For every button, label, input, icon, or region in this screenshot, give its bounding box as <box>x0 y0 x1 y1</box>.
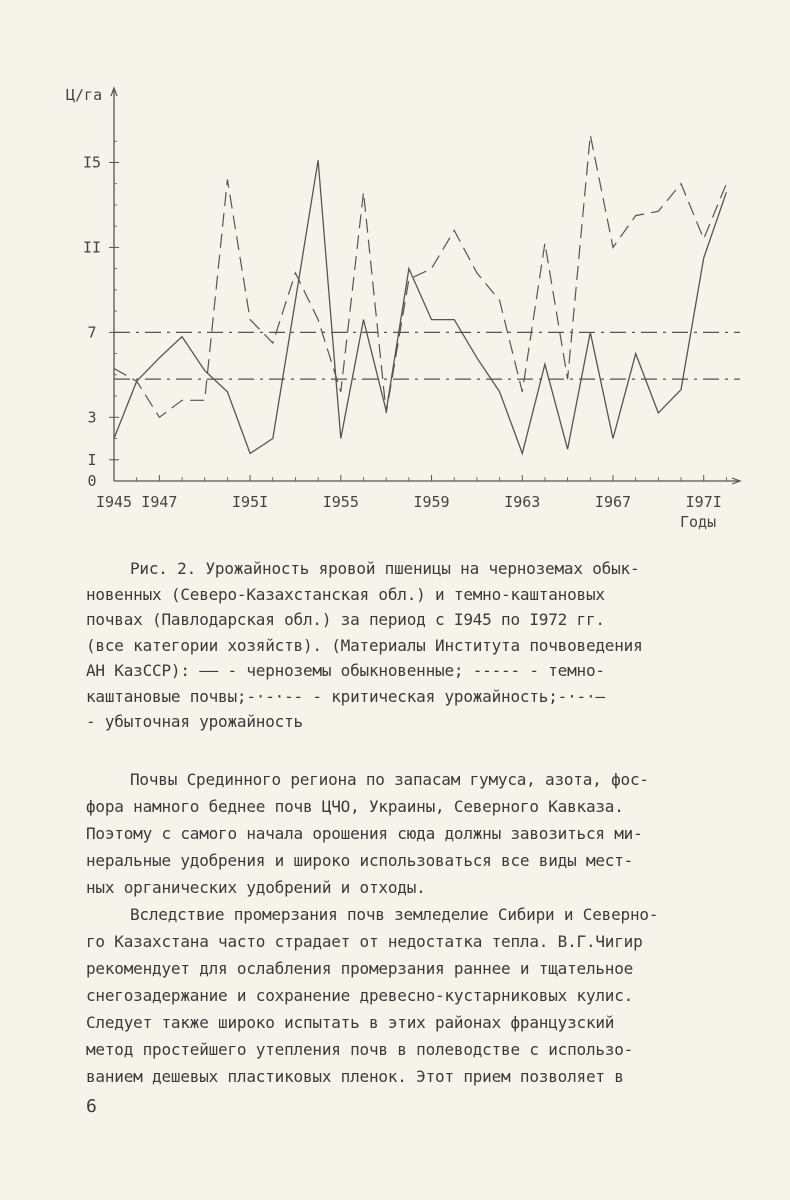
x-tick-label: I95I <box>232 493 269 511</box>
caption-line: (все категории хозяйств). (Материалы Института почвоведения <box>86 635 643 655</box>
y-tick-label: I5 <box>82 153 102 172</box>
y-tick-label: I <box>87 450 97 469</box>
x-tick-label: I967 <box>594 493 632 511</box>
paragraph-line: неральные удобрения и широко использоваться все виды мест- <box>86 851 634 870</box>
figure-caption <box>86 556 736 735</box>
x-tick-label: I963 <box>504 493 541 511</box>
paragraph-line: Поэтому с самого начала орошения сюда должны завозиться ми- <box>86 824 643 843</box>
caption-line: почвах (Павлодарская обл.) за период с I945 по I972 гг. <box>86 610 605 629</box>
paragraph-line: снегозадержание и сохранение древесно-кустарниковых кулис. <box>86 986 634 1005</box>
caption-line: Рис. 2. Урожайность яровой пшеницы на черноземах обык- <box>130 559 640 578</box>
paragraph-line: Следует также широко испытать в этих районах французский <box>86 1013 615 1032</box>
y-axis-label: Ц/га <box>66 86 103 104</box>
caption-line: - убыточная урожайность <box>86 712 303 731</box>
chart-series <box>114 135 740 454</box>
paragraph-line: го Казахстана часто страдает от недостатка тепла. В.Г.Чигир <box>86 932 643 951</box>
x-axis-label: Годы <box>680 513 717 531</box>
page-number: 6 <box>86 1096 97 1117</box>
caption-line: АН КазССР): —— - черноземы обыкновенные; ----- - темно- <box>86 661 605 680</box>
y-tick-label: 7 <box>87 323 97 342</box>
x-tick-label: I97I <box>685 493 722 511</box>
paragraph-line: Вследствие промерзания почв земледелие Сибири и Северно- <box>130 905 659 924</box>
paragraph-line: фора намного беднее почв ЦЧО, Украины, Северного Кавказа. <box>86 797 624 816</box>
chart-axes <box>83 88 740 511</box>
body-text <box>86 766 746 1090</box>
x-tick-label: I945 <box>95 493 133 511</box>
paragraph-line: Почвы Срединного региона по запасам гумуса, азота, фос- <box>130 770 649 789</box>
paragraph-line: метод простейшего утепления почв в полеводстве с использо- <box>86 1040 634 1059</box>
y-tick-label: 0 <box>87 472 97 490</box>
y-tick-label: II <box>82 238 102 257</box>
paragraph-line: ных органических удобрений и отходы. <box>86 878 426 897</box>
paragraph-line: рекомендует для ослабления промерзания раннее и тщательное <box>86 959 634 978</box>
x-tick-label: I959 <box>413 493 450 511</box>
yield-chart <box>0 0 790 540</box>
x-tick-label: I955 <box>322 493 359 511</box>
series-line-1 <box>114 135 726 417</box>
series-line-0 <box>114 160 726 453</box>
caption-line: каштановые почвы;-·-·-- - критическая урожайность;-·-·— <box>86 686 605 706</box>
x-tick-label: I947 <box>141 493 178 511</box>
paragraph-line: ванием дешевых пластиковых пленок. Этот прием позволяет в <box>86 1067 624 1086</box>
y-tick-label: 3 <box>87 408 97 427</box>
caption-line: новенных (Северо-Казахстанская обл.) и темно-каштановых <box>86 584 605 604</box>
